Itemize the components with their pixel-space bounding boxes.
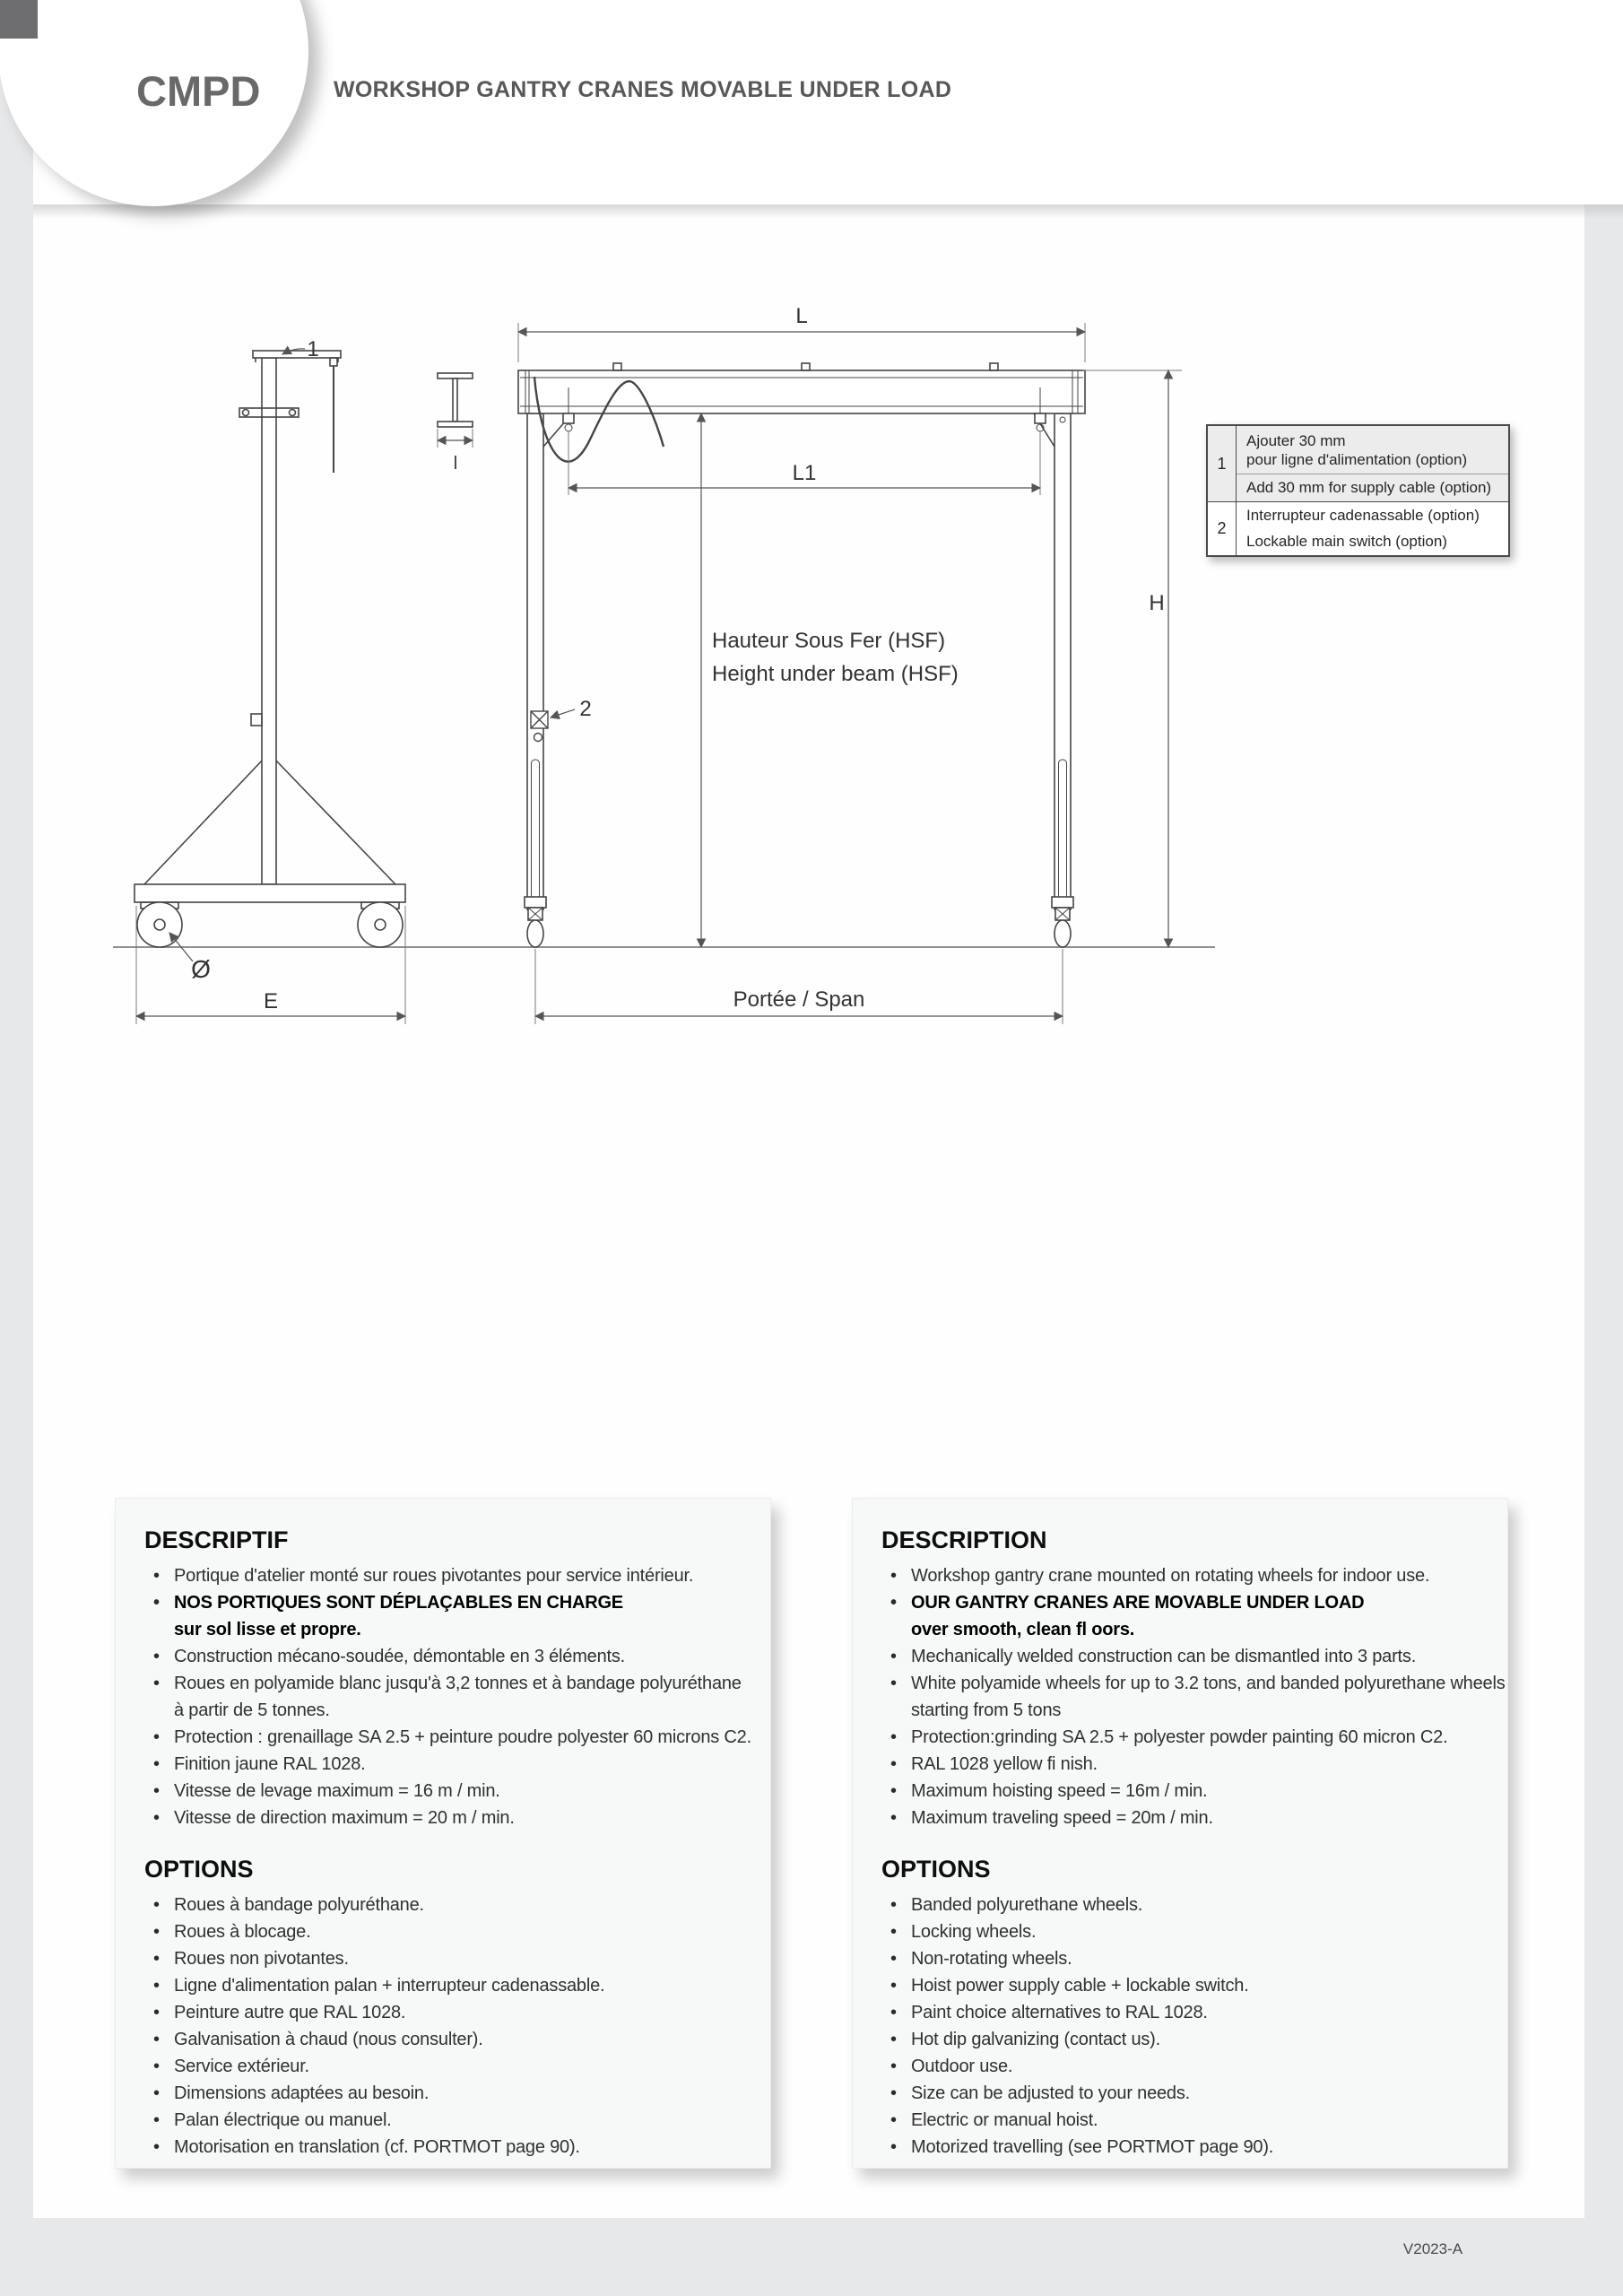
bullet-icon: •	[890, 1566, 897, 1586]
bullet-icon: •	[890, 2110, 897, 2130]
list-item-text: Service extérieur.	[174, 2057, 309, 2076]
list-item	[152, 1751, 752, 1778]
list-item-line	[152, 1589, 752, 1616]
list-item-text: Paint choice alternatives to RAL 1028.	[911, 2003, 1208, 2022]
bullet-icon: •	[890, 2137, 897, 2157]
list-item	[152, 1643, 752, 1670]
callout-1-label: 1	[307, 337, 319, 361]
list-item-line	[152, 1616, 752, 1643]
dim-E-label: E	[263, 989, 279, 1013]
list-item-line	[889, 1562, 1489, 1589]
list-item-text: Galvanisation à chaud (nous consulter).	[174, 2030, 483, 2049]
bullet-icon: •	[890, 1647, 897, 1666]
list-item-text: Size can be adjusted to your needs.	[911, 2083, 1190, 2103]
list-item	[152, 1805, 752, 1831]
list-item-text: Vitesse de direction maximum = 20 m / min.	[174, 1808, 515, 1828]
list-item-line	[889, 1724, 1489, 1751]
gantry-crane-diagram	[0, 296, 1623, 1049]
bullet-icon: •	[153, 1566, 160, 1586]
list-item-line	[889, 1972, 1489, 1999]
list-item-line	[152, 2053, 752, 2080]
legend-row-2	[1208, 501, 1508, 555]
bullet-icon: •	[153, 1593, 160, 1613]
bullet-icon: •	[153, 2110, 160, 2130]
list-item-line	[889, 1918, 1489, 1945]
list-item-line	[152, 1972, 752, 1999]
bullet-icon: •	[153, 2057, 160, 2076]
list-item-text: OUR GANTRY CRANES ARE MOVABLE UNDER LOAD	[911, 1593, 1365, 1613]
list-item-line	[152, 1945, 752, 1972]
bullet-icon: •	[153, 1647, 160, 1666]
list-item-line	[152, 1892, 752, 1918]
list-item-text: Hoist power supply cable + lockable switch.	[911, 1976, 1249, 1996]
description-title: DESCRIPTION	[881, 1526, 1047, 1553]
list-item-text: RAL 1028 yellow fi nish.	[911, 1754, 1098, 1774]
list-item-text: NOS PORTIQUES SONT DÉPLAÇABLES EN CHARGE	[174, 1593, 623, 1613]
list-item	[152, 2026, 752, 2053]
bullet-icon: •	[153, 1754, 160, 1774]
bullet-icon: •	[890, 1922, 897, 1942]
page-title: WORKSHOP GANTRY CRANES MOVABLE UNDER LOAD	[334, 77, 952, 102]
version-label: V2023-A	[1402, 2240, 1463, 2257]
legend-text-en: Lockable main switch (option)	[1246, 533, 1447, 550]
list-item-text: starting from 5 tons	[911, 1700, 1062, 1720]
list-item	[152, 1972, 752, 1999]
list-item-line	[889, 2080, 1489, 2107]
list-item	[152, 2107, 752, 2134]
list-item-text: Finition jaune RAL 1028.	[174, 1754, 366, 1774]
bullet-icon: •	[153, 1808, 160, 1828]
list-item-line	[889, 1999, 1489, 2026]
bullet-icon: •	[153, 2030, 160, 2049]
legend-row-number: 2	[1208, 502, 1237, 555]
list-item-line	[152, 2080, 752, 2107]
options-fr-title: OPTIONS	[144, 1856, 254, 1883]
list-item	[152, 2053, 752, 2080]
list-item-line	[152, 1643, 752, 1670]
list-item-text: Ligne d'alimentation palan + interrupteur cadenassable.	[174, 1976, 605, 1996]
list-item-text: sur sol lisse et propre.	[174, 1620, 361, 1639]
list-item-line	[889, 1805, 1489, 1831]
list-item-text: Peinture autre que RAL 1028.	[174, 2003, 406, 2022]
list-item-line	[889, 1589, 1489, 1616]
list-item	[889, 1589, 1489, 1643]
list-item	[152, 2134, 752, 2161]
dim-diameter-label: Ø	[191, 955, 211, 983]
list-item	[889, 1562, 1489, 1589]
list-item-text: Mechanically welded construction can be dismantled into 3 parts.	[911, 1647, 1417, 1666]
legend-row-1	[1208, 426, 1508, 501]
list-item-text: Banded polyurethane wheels.	[911, 1895, 1143, 1915]
bullet-icon: •	[890, 1976, 897, 1996]
list-item-line	[152, 1670, 752, 1697]
list-item	[889, 2134, 1489, 2161]
descriptif-card	[115, 1498, 771, 2169]
bullet-icon: •	[153, 2137, 160, 2157]
product-code: CMPD	[136, 67, 261, 115]
list-item-line	[889, 2026, 1489, 2053]
bullet-icon: •	[890, 1949, 897, 1969]
list-item-text: Maximum traveling speed = 20m / min.	[911, 1808, 1213, 1828]
list-item-text: White polyamide wheels for up to 3.2 tons, and banded polyurethane wheels	[911, 1674, 1506, 1693]
list-item-line	[889, 1945, 1489, 1972]
list-item-line	[152, 2107, 752, 2134]
list-item	[889, 1999, 1489, 2026]
bullet-icon: •	[153, 1727, 160, 1747]
ibeam-section	[438, 373, 473, 427]
bullet-icon: •	[153, 2003, 160, 2022]
list-item-text: Construction mécano-soudée, démontable en 3 éléments.	[174, 1647, 626, 1666]
bullet-icon: •	[153, 1949, 160, 1969]
list-item	[889, 1751, 1489, 1778]
list-item	[152, 1724, 752, 1751]
list-item	[152, 1778, 752, 1805]
list-item-line	[889, 2134, 1489, 2161]
list-item	[152, 2080, 752, 2107]
list-item-text: Workshop gantry crane mounted on rotating wheels for indoor use.	[911, 1566, 1430, 1586]
list-item	[152, 1562, 752, 1589]
list-item	[152, 1918, 752, 1945]
descriptif-title: DESCRIPTIF	[144, 1526, 289, 1553]
list-item-text: Motorized travelling (see PORTMOT page 90).	[911, 2137, 1274, 2157]
list-item-text: à partir de 5 tonnes.	[174, 1700, 330, 1720]
list-item	[889, 1972, 1489, 1999]
list-item-line	[152, 2134, 752, 2161]
list-item	[889, 2026, 1489, 2053]
list-item	[889, 1670, 1506, 1724]
options-fr-list	[152, 1892, 752, 2161]
list-item-text: Roues à blocage.	[174, 1922, 311, 1942]
dim-span-label: Portée / Span	[733, 987, 865, 1012]
list-item	[889, 2107, 1489, 2134]
gantry-front-view	[518, 363, 1085, 947]
description-card	[852, 1498, 1508, 2169]
callout-2-label: 2	[579, 697, 592, 721]
list-item	[152, 1589, 752, 1643]
list-item	[889, 2053, 1489, 2080]
bullet-icon: •	[890, 2057, 897, 2076]
bullet-icon: •	[153, 1674, 160, 1693]
bullet-icon: •	[890, 2083, 897, 2103]
list-item-line	[152, 1697, 752, 1724]
list-item-text: over smooth, clean fl oors.	[911, 1620, 1135, 1639]
bullet-icon: •	[890, 1674, 897, 1693]
hsf-label-fr: Hauteur Sous Fer (HSF)	[712, 629, 946, 653]
list-item-text: Non-rotating wheels.	[911, 1949, 1072, 1969]
list-item-text: Portique d'atelier monté sur roues pivotantes pour service intérieur.	[174, 1566, 694, 1586]
list-item	[889, 1918, 1489, 1945]
list-item-line	[152, 1778, 752, 1805]
bullet-icon: •	[153, 2083, 160, 2103]
list-item	[152, 1892, 752, 1918]
bullet-icon: •	[890, 1593, 897, 1613]
list-item-line	[889, 1643, 1489, 1670]
list-item-line	[152, 1724, 752, 1751]
bullet-icon: •	[890, 1781, 897, 1801]
list-item-line	[152, 2026, 752, 2053]
list-item-text: Locking wheels.	[911, 1922, 1037, 1942]
list-item	[889, 1945, 1489, 1972]
list-item-text: Dimensions adaptées au besoin.	[174, 2083, 430, 2103]
list-item-text: Roues non pivotantes.	[174, 1949, 349, 1969]
description-list	[889, 1562, 1506, 1831]
options-en-title: OPTIONS	[881, 1856, 991, 1883]
descriptif-list	[152, 1562, 752, 1831]
dim-beam-width-label: l	[453, 454, 458, 474]
list-item-line	[152, 1751, 752, 1778]
list-item-text: Palan électrique ou manuel.	[174, 2110, 392, 2130]
list-item-line	[152, 1562, 752, 1589]
list-item-text: Electric or manual hoist.	[911, 2110, 1098, 2130]
bullet-icon: •	[153, 1922, 160, 1942]
list-item-line	[889, 1697, 1489, 1724]
legend-row-number: 1	[1208, 426, 1237, 501]
list-item-line	[152, 1805, 752, 1831]
callout-2-leader	[551, 709, 575, 718]
legend-table	[1206, 424, 1510, 557]
list-item-text: Protection : grenaillage SA 2.5 + peinture poudre polyester 60 microns C2.	[174, 1727, 751, 1747]
list-item	[889, 1643, 1489, 1670]
list-item	[152, 1945, 752, 1972]
hsf-label-en: Height under beam (HSF)	[712, 662, 959, 686]
bullet-icon: •	[153, 1781, 160, 1801]
list-item-line	[152, 1999, 752, 2026]
legend-text-en: Add 30 mm for supply cable (option)	[1246, 479, 1492, 496]
legend-text-fr: Interrupteur cadenassable (option)	[1246, 507, 1480, 524]
extension-lines	[136, 323, 1182, 1024]
list-item-line	[889, 1670, 1506, 1697]
corner-marker	[0, 0, 38, 39]
list-item-line	[889, 1616, 1489, 1643]
list-item	[152, 1999, 752, 2026]
list-item-text: Vitesse de levage maximum = 16 m / min.	[174, 1781, 500, 1801]
list-item-text: Hot dip galvanizing (contact us).	[911, 2030, 1160, 2049]
dim-H-label: H	[1149, 591, 1165, 615]
dim-L-label: L	[795, 304, 808, 328]
bullet-icon: •	[890, 2030, 897, 2049]
bullet-icon: •	[890, 1808, 897, 1828]
bullet-icon: •	[890, 1727, 897, 1747]
list-item	[889, 1892, 1489, 1918]
list-item-line	[152, 1918, 752, 1945]
list-item	[889, 1724, 1489, 1751]
dimension-lines	[136, 332, 1168, 1016]
list-item-text: Protection:grinding SA 2.5 + polyester powder painting 60 micron C2.	[911, 1727, 1448, 1747]
list-item	[889, 1805, 1489, 1831]
bullet-icon: •	[890, 2003, 897, 2022]
bullet-icon: •	[153, 1895, 160, 1915]
list-item	[889, 2080, 1489, 2107]
list-item-line	[889, 1778, 1489, 1805]
bullet-icon: •	[890, 1895, 897, 1915]
list-item-line	[889, 2053, 1489, 2080]
bullet-icon: •	[890, 1754, 897, 1774]
list-item-text: Outdoor use.	[911, 2057, 1013, 2076]
page-left-margin	[0, 39, 33, 2296]
list-item-text: Roues à bandage polyuréthane.	[174, 1895, 424, 1915]
list-item-text: Motorisation en translation (cf. PORTMOT page 90).	[174, 2137, 580, 2157]
list-item-line	[889, 1892, 1489, 1918]
list-item-text: Roues en polyamide blanc jusqu'à 3,2 tonnes et à bandage polyuréthane	[174, 1674, 742, 1693]
bullet-icon: •	[153, 1976, 160, 1996]
list-item-text: Maximum hoisting speed = 16m / min.	[911, 1781, 1208, 1801]
dim-L1-label: L1	[792, 461, 817, 485]
list-item	[889, 1778, 1489, 1805]
list-item-line	[889, 1751, 1489, 1778]
header-shadow	[0, 204, 1623, 219]
options-en-list	[889, 1892, 1489, 2161]
gantry-side-view	[135, 351, 405, 947]
legend-text-fr: Ajouter 30 mm pour ligne d'alimentation (option)	[1237, 426, 1508, 474]
list-item	[152, 1670, 752, 1724]
list-item-line	[889, 2107, 1489, 2134]
